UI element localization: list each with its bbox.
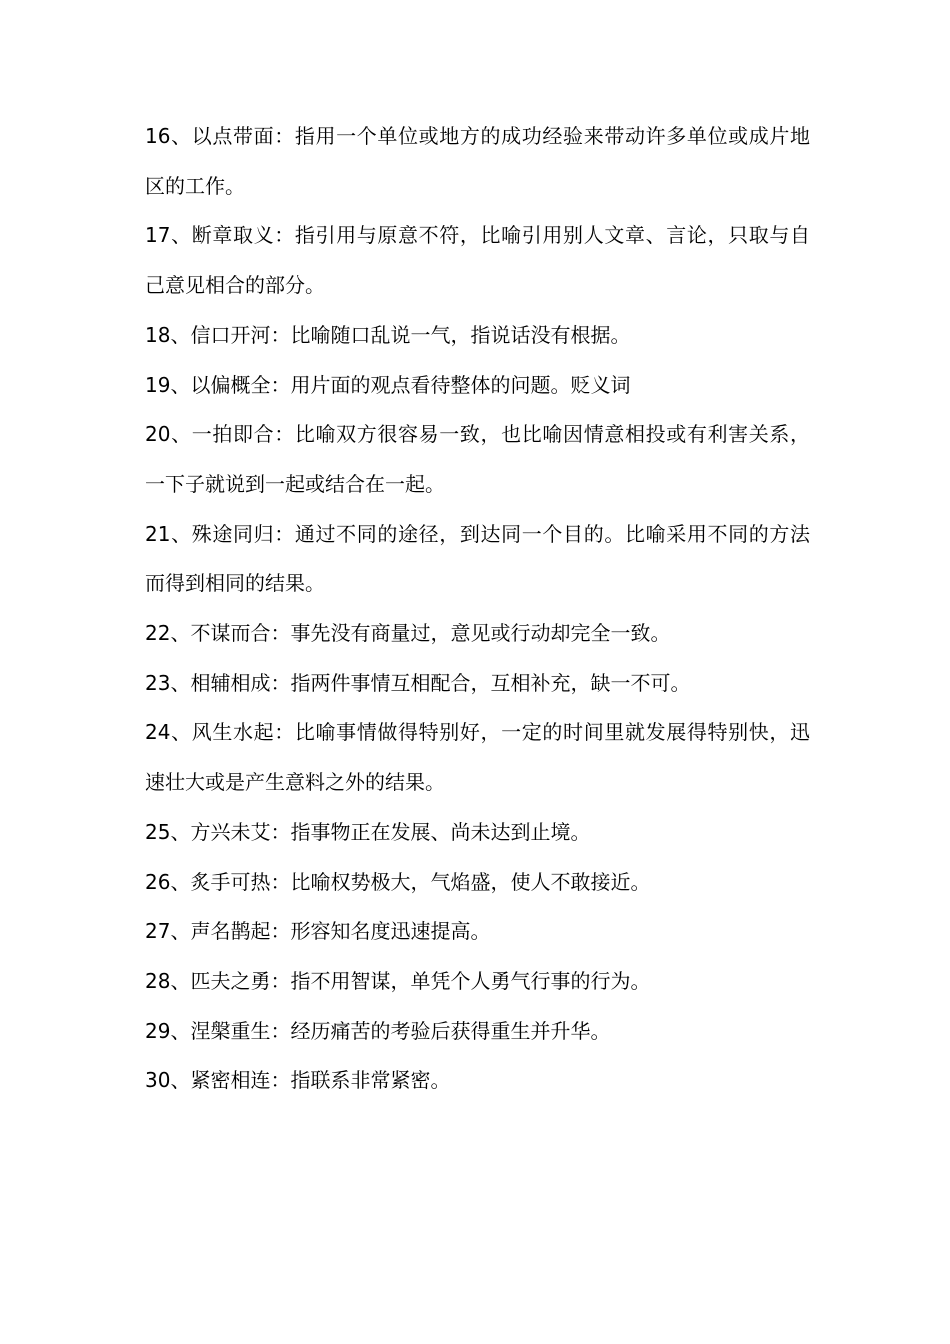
idiom-entry-22: 22、不谋而合：事先没有商量过，意见或行动却完全一致。 (145, 621, 671, 646)
idiom-entry-30: 30、紧密相连：指联系非常紧密。 (145, 1068, 451, 1093)
idiom-entry-18: 18、信口开河：比喻随口乱说一气，指说话没有根据。 (145, 322, 631, 347)
idiom-entry-29: 29、涅槃重生：经历痛苦的考验后获得重生并升华。 (145, 1018, 611, 1043)
idiom-entry-19: 19、以偏概全：用片面的观点看待整体的问题。贬义词 (145, 372, 631, 397)
idiom-entry-23: 23、相辅相成：指两件事情互相配合，互相补充，缺一不可。 (145, 670, 691, 695)
idiom-entry-27: 27、声名鹊起：形容知名度迅速提高。 (145, 919, 491, 944)
idiom-entry-28: 28、匹夫之勇：指不用智谋，单凭个人勇气行事的行为。 (145, 968, 651, 993)
idiom-entry-17: 17、断章取义：指引用与原意不符，比喻引用别人文章、言论，只取与自己意见相合的部分。 (145, 223, 810, 298)
idiom-entry-26: 26、炙手可热：比喻权势极大，气焰盛，使人不敢接近。 (145, 869, 651, 894)
idiom-entry-20: 20、一拍即合：比喻双方很容易一致，也比喻因情意相投或有利害关系，一下子就说到一起或结合在一起。 (145, 422, 810, 496)
idiom-entry-16: 16、以点带面：指用一个单位或地方的成功经验来带动许多单位或成片地区的工作。 (145, 124, 810, 198)
idiom-list (145, 112, 810, 1106)
idiom-entry-25: 25、方兴未艾：指事物正在发展、尚未达到止境。 (145, 819, 591, 844)
idiom-entry-21: 21、殊途同归：通过不同的途径，到达同一个目的。比喻采用不同的方法而得到相同的结果。 (145, 521, 810, 596)
idiom-entry-24: 24、风生水起：比喻事情做得特别好，一定的时间里就发展得特别快，迅速壮大或是产生意料之外的结果。 (145, 720, 810, 795)
